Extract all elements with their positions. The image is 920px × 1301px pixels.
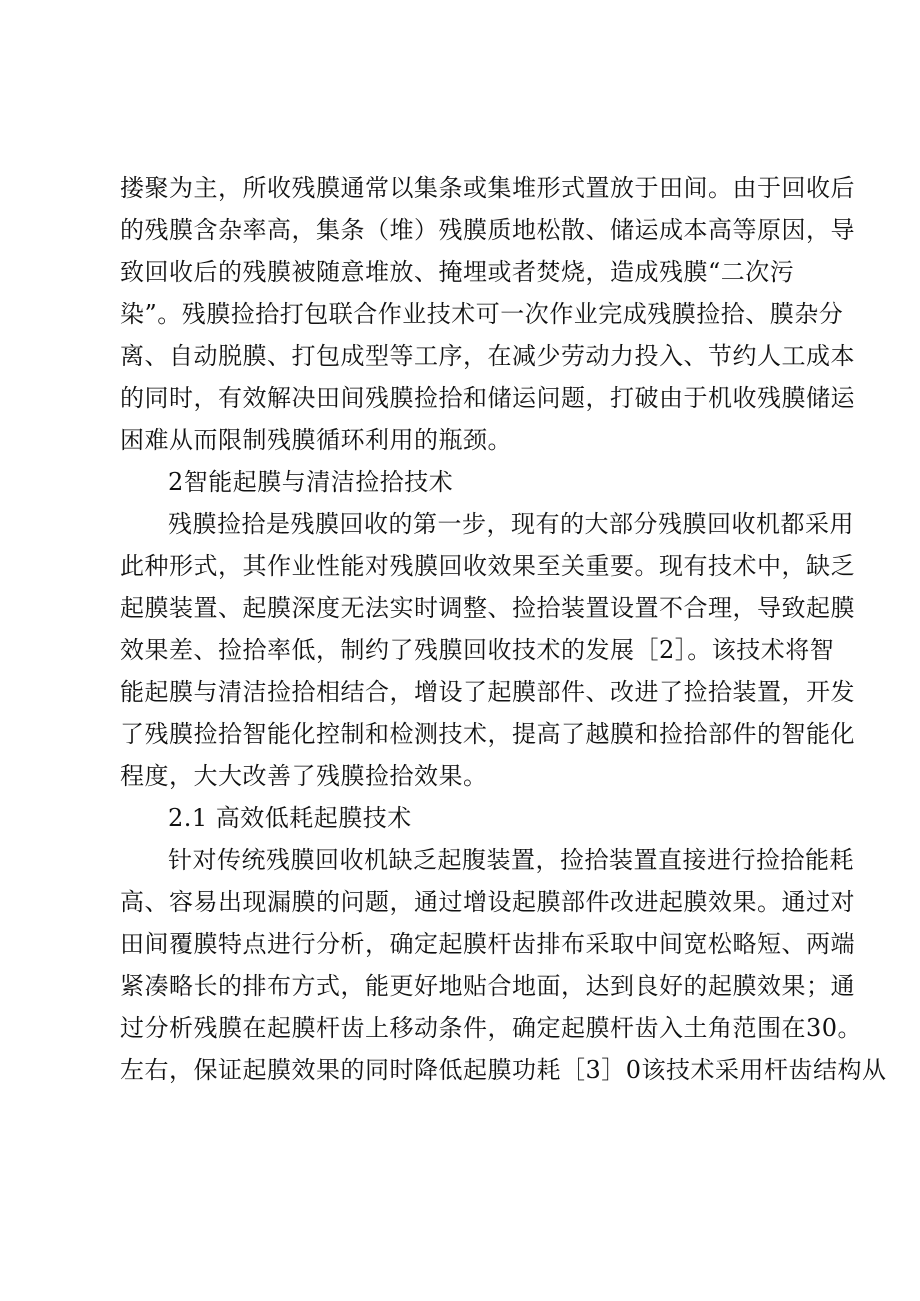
paragraph-2-line-6: 了残膜捡拾智能化控制和检测技术，提高了越膜和捡拾部件的智能化	[120, 720, 855, 748]
paragraph-3-line-3: 田间覆膜特点进行分析，确定起膜杆齿排布采取中间宽松略短、两端	[120, 930, 855, 958]
paragraph-3-line-2: 高、容易出现漏膜的问题，通过增设起膜部件改进起膜效果。通过对	[120, 888, 855, 916]
paragraph-2-line-3: 起膜装置、起膜深度无法实时调整、捡拾装置设置不合理，导致起膜	[120, 594, 855, 622]
section-heading-2: 2智能起膜与清洁捡拾技术	[168, 468, 454, 496]
paragraph-1-line-4: 染”。残膜捡拾打包联合作业技术可一次作业完成残膜捡拾、膜杂分	[120, 300, 844, 328]
paragraph-2-line-2: 此种形式，其作业性能对残膜回收效果至关重要。现有技术中，缺乏	[120, 552, 855, 580]
paragraph-1-line-1: 搂聚为主，所收残膜通常以集条或集堆形式置放于田间。由于回收后	[120, 174, 855, 202]
paragraph-2-line-4: 效果差、捡拾率低，制约了残膜回收技术的发展［2］。该技术将智	[120, 636, 835, 664]
section-heading-2-1: 2.1 高效低耗起膜技术	[168, 804, 412, 832]
paragraph-3-line-1: 针对传统残膜回收机缺乏起腹装置，捡拾装置直接进行捡拾能耗	[168, 846, 854, 874]
paragraph-1-line-7: 困难从而限制残膜循环利用的瓶颈。	[120, 426, 512, 454]
paragraph-2-line-7: 程度，大大改善了残膜捡拾效果。	[120, 762, 488, 790]
paragraph-1-line-2: 的残膜含杂率高，集条（堆）残膜质地松散、储运成本高等原因，导	[120, 216, 855, 244]
paragraph-2-line-5: 能起膜与清洁捡拾相结合，增设了起膜部件、改进了捡拾装置，开发	[120, 678, 855, 706]
paragraph-3-line-4: 紧凑略长的排布方式，能更好地贴合地面，达到良好的起膜效果；通	[120, 972, 855, 1000]
paragraph-1-line-6: 的同时，有效解决田间残膜捡拾和储运问题，打破由于机收残膜储运	[120, 384, 855, 412]
paragraph-3-line-6: 左右，保证起膜效果的同时降低起膜功耗［3］0该技术采用杆齿结构从	[120, 1056, 887, 1084]
paragraph-2-line-1: 残膜捡拾是残膜回收的第一步，现有的大部分残膜回收机都采用	[168, 510, 854, 538]
paragraph-3-line-5: 过分析残膜在起膜杆齿上移动条件，确定起膜杆齿入土角范围在30。	[120, 1014, 863, 1042]
paragraph-1-line-5: 离、自动脱膜、打包成型等工序，在减少劳动力投入、节约人工成本	[120, 342, 855, 370]
paragraph-1-line-3: 致回收后的残膜被随意堆放、掩埋或者焚烧，造成残膜“二次污	[120, 258, 795, 286]
